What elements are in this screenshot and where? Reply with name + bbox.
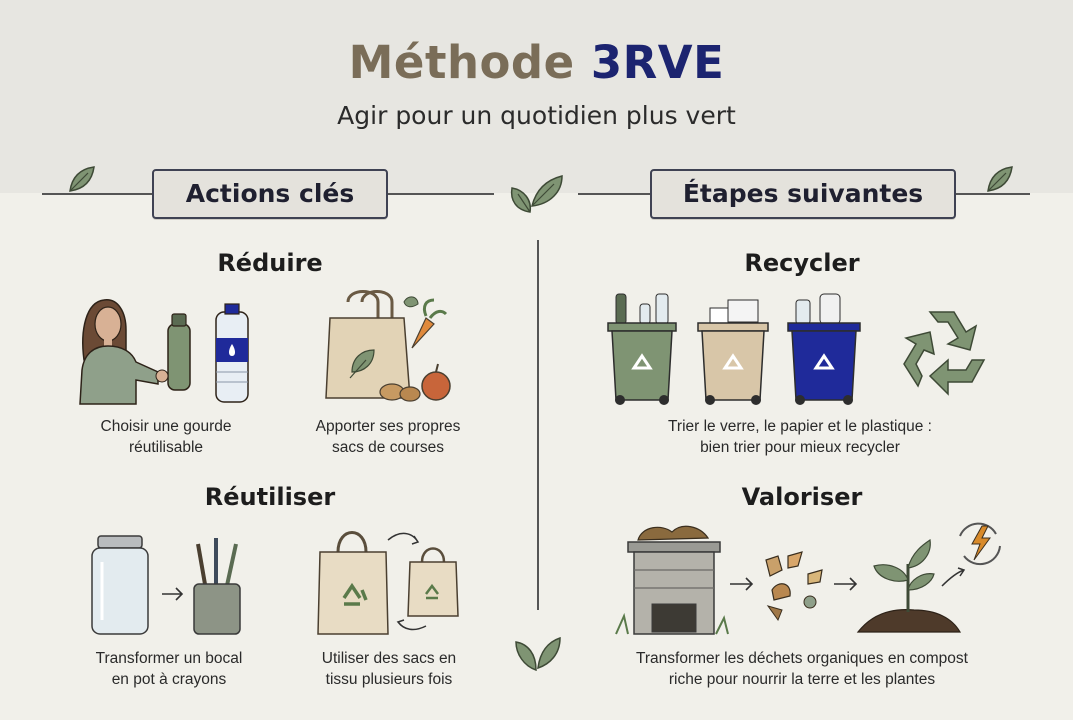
caption-line: en pot à crayons bbox=[111, 671, 227, 688]
caption-tri bbox=[610, 416, 990, 458]
caption-compost bbox=[586, 648, 1018, 690]
caption-line: Transformer les déchets organiques en compost bbox=[636, 650, 968, 667]
caption-line: Trier le verre, le papier et le plastique : bbox=[668, 418, 932, 435]
page-subtitle: Agir pour un quotidien plus vert bbox=[337, 101, 736, 130]
leaf-pair-icon bbox=[510, 624, 562, 674]
title-main: Méthode bbox=[348, 36, 591, 89]
caption-line: réutilisable bbox=[128, 439, 204, 456]
section-tag-actions: Actions clés bbox=[152, 169, 388, 219]
woman-with-bottle-illustration bbox=[74, 290, 254, 405]
recycle-symbol-icon bbox=[896, 304, 992, 396]
divider-left-outer bbox=[42, 193, 154, 195]
cloth-bags-reuse-illustration bbox=[314, 522, 462, 636]
center-divider bbox=[537, 240, 539, 610]
caption-line: Choisir une gourde bbox=[100, 418, 232, 435]
compost-cycle-illustration bbox=[612, 520, 1004, 638]
caption-line: sacs de courses bbox=[332, 439, 444, 456]
caption-line: riche pour nourrir la terre et les plantes bbox=[668, 671, 936, 688]
caption-sacs-tissu bbox=[284, 648, 494, 690]
divider-left-inner bbox=[386, 193, 494, 195]
title-accent: 3RVE bbox=[590, 36, 725, 89]
jar-to-pencil-pot-illustration bbox=[88, 534, 248, 636]
caption-line: Apporter ses propres bbox=[315, 418, 461, 435]
shopping-bag-produce-illustration bbox=[322, 288, 462, 404]
heading-recycler: Recycler bbox=[744, 249, 860, 277]
heading-valoriser: Valoriser bbox=[741, 483, 863, 511]
leaf-pair-icon bbox=[508, 172, 566, 216]
section-tag-next-steps: Étapes suivantes bbox=[650, 169, 956, 219]
caption-line: Transformer un bocal bbox=[95, 650, 243, 667]
caption-line: tissu plusieurs fois bbox=[325, 671, 453, 688]
heading-reutiliser: Réutiliser bbox=[204, 483, 336, 511]
recycling-bins-illustration bbox=[606, 290, 866, 406]
caption-line: Utiliser des sacs en bbox=[321, 650, 457, 667]
leaf-icon bbox=[66, 163, 98, 195]
header-band bbox=[0, 0, 1073, 193]
caption-bocal bbox=[64, 648, 274, 690]
heading-reduire: Réduire bbox=[217, 249, 323, 277]
caption-sacs-courses bbox=[288, 416, 488, 458]
divider-right-inner bbox=[578, 193, 651, 195]
caption-gourde bbox=[66, 416, 266, 458]
leaf-icon bbox=[984, 163, 1016, 195]
caption-line: bien trier pour mieux recycler bbox=[700, 439, 900, 456]
page-title bbox=[0, 36, 1073, 89]
